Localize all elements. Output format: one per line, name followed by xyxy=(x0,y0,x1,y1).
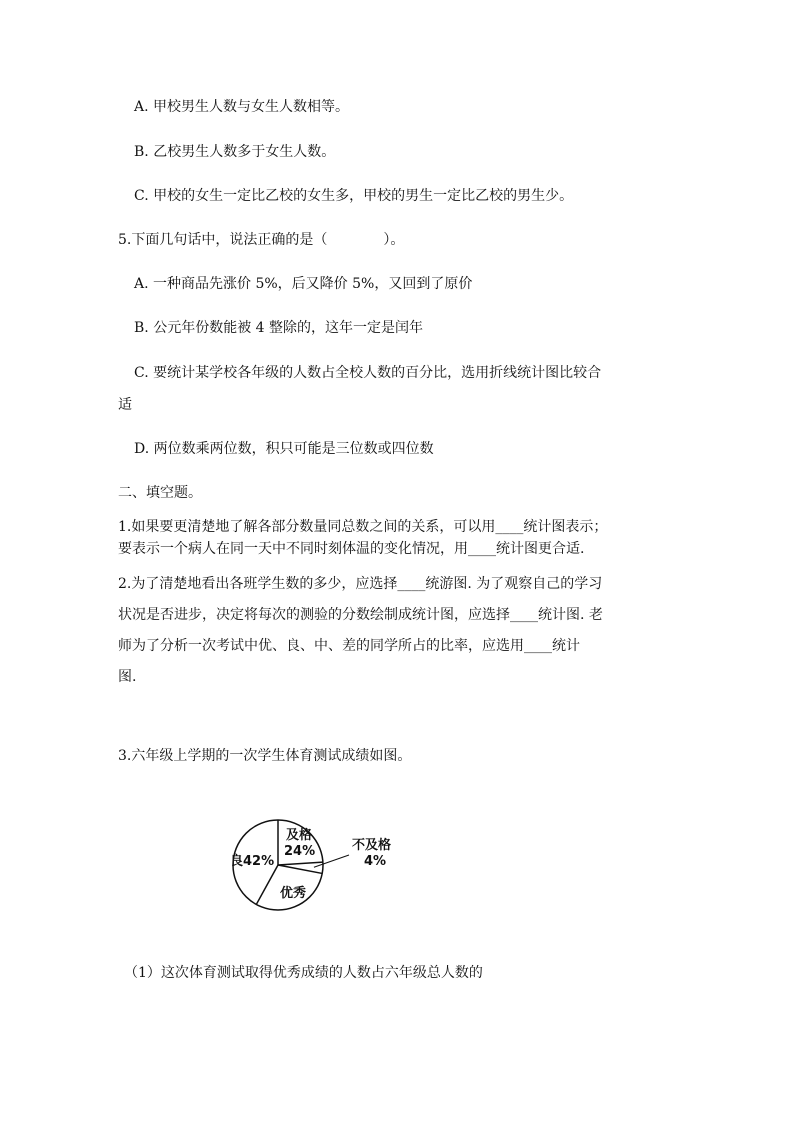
fill-q2-line4: 图. xyxy=(118,669,137,685)
fill-q3-sub1: （1）这次体育测试取得优秀成绩的人数占六年级总人数的 xyxy=(124,965,483,981)
q5-option-c-line2: 适 xyxy=(118,397,132,413)
fill-q2-line2: 状况是否进步，决定将每次的测验的分数绘制成统计图，应选择____统计图. 老 xyxy=(118,607,603,623)
q5-stem: 5.下面几句话中，说法正确的是（ ）。 xyxy=(118,232,405,248)
fill-q2-line1: 2.为了清楚地看出各班学生数的多少，应选择____统游图. 为了观察自己的学习 xyxy=(118,576,603,592)
pie-label-excellent: 优秀 xyxy=(280,886,307,901)
pie-label-good: 良42% xyxy=(230,854,275,869)
pie-pointer-line xyxy=(314,855,349,867)
fill-q1-line2: 要表示一个病人在同一天中不同时刻体温的变化情况，用____统计图更合适. xyxy=(118,541,585,557)
pie-label-pass: 及格 xyxy=(286,828,313,843)
q4-option-c: C. 甲校的女生一定比乙校的女生多，甲校的男生一定比乙校的男生少。 xyxy=(134,188,574,204)
pie-label-fail-value: 4% xyxy=(364,854,387,869)
section-title: 二、填空题。 xyxy=(118,485,202,501)
q4-option-a: A. 甲校男生人数与女生人数相等。 xyxy=(134,99,350,115)
fill-q3-stem: 3.六年级上学期的一次学生体育测试成绩如图。 xyxy=(118,748,412,764)
q5-option-b: B. 公元年份数能被 4 整除的，这年一定是闰年 xyxy=(134,320,423,336)
pie-slice-boundary xyxy=(278,862,323,865)
pie-label-pass-value: 24% xyxy=(284,844,316,859)
q4-option-b: B. 乙校男生人数多于女生人数。 xyxy=(134,144,336,160)
fill-q1-line1: 1.如果要更清楚地了解各部分数量同总数之间的关系，可以用____统计图表示； xyxy=(118,519,608,535)
pie-chart xyxy=(228,810,428,930)
fill-q2-line3: 师为了分析一次考试中优、良、中、差的同学所占的比率，应选用____统计 xyxy=(118,638,580,654)
pie-slice-boundary xyxy=(256,865,278,904)
q5-option-c-line1: C. 要统计某学校各年级的人数占全校人数的百分比，选用折线统计图比较合 xyxy=(134,365,602,381)
q5-option-d: D. 两位数乘两位数，积只可能是三位数或四位数 xyxy=(134,441,434,457)
pie-svg xyxy=(228,810,428,930)
q5-option-a: A. 一种商品先涨价 5%，后又降价 5%，又回到了原价 xyxy=(134,276,473,292)
pie-label-fail: 不及格 xyxy=(352,838,392,853)
